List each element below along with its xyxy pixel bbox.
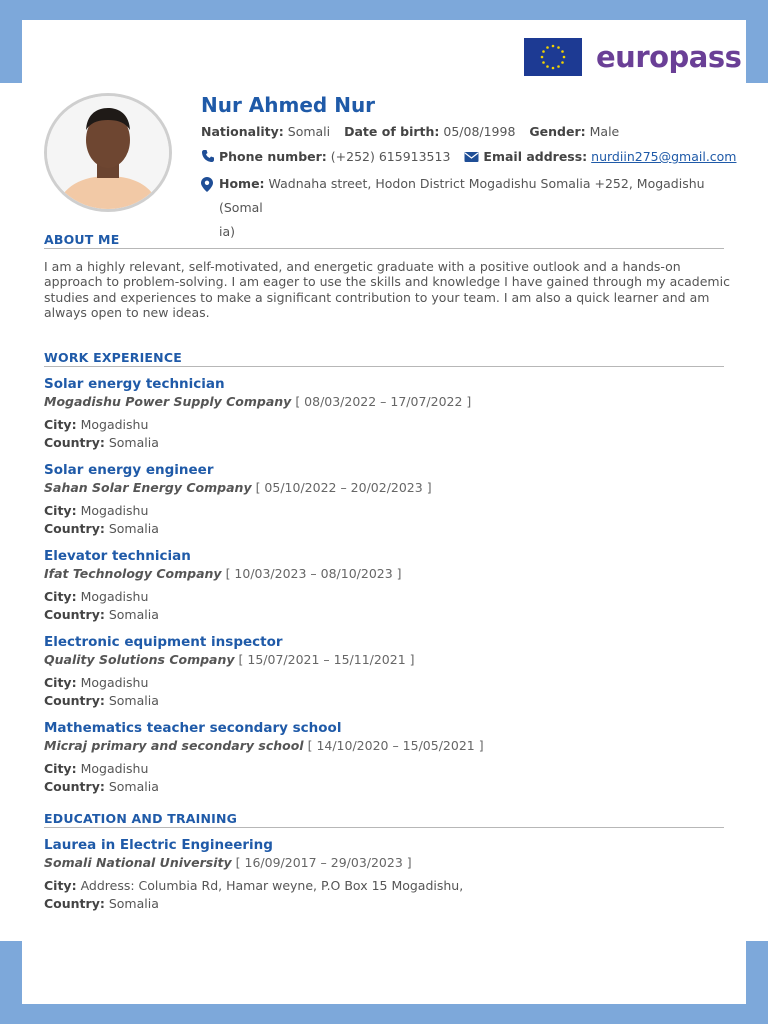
city-label: City: bbox=[44, 417, 77, 432]
email-label: Email address: bbox=[483, 149, 588, 164]
email-icon bbox=[464, 151, 479, 167]
country-value: Somalia bbox=[108, 607, 159, 622]
education-heading: EDUCATION AND TRAINING bbox=[44, 808, 724, 828]
work-heading: WORK EXPERIENCE bbox=[44, 347, 724, 367]
country-label: Country: bbox=[44, 896, 105, 911]
country-value: Somalia bbox=[108, 693, 159, 708]
city-value: Address: Columbia Rd, Hamar weyne, P.O Box 15 Mogadishu, bbox=[80, 878, 464, 893]
nationality-label: Nationality: bbox=[201, 124, 284, 139]
institution-name: Somali National University bbox=[44, 855, 232, 870]
candidate-name: Nur Ahmed Nur bbox=[201, 93, 376, 117]
europass-wordmark: europass bbox=[596, 40, 742, 74]
job-title: Mathematics teacher secondary school bbox=[44, 720, 342, 736]
company-name: Ifat Technology Company bbox=[44, 566, 222, 581]
frame-top-band bbox=[0, 0, 768, 20]
job-dates: [ 14/10/2020 – 15/05/2021 ] bbox=[307, 738, 484, 753]
city-value: Mogadishu bbox=[80, 589, 149, 604]
nationality-value: Somali bbox=[287, 124, 331, 139]
country-label: Country: bbox=[44, 607, 105, 622]
work-entry bbox=[44, 376, 734, 452]
contact-row bbox=[201, 149, 736, 167]
job-title: Solar energy engineer bbox=[44, 462, 214, 478]
city-label: City: bbox=[44, 761, 77, 776]
company-name: Mogadishu Power Supply Company bbox=[44, 394, 292, 409]
city-value: Mogadishu bbox=[80, 503, 149, 518]
frame-right-top bbox=[746, 0, 768, 83]
europass-logo bbox=[524, 38, 741, 76]
dob-label: Date of birth: bbox=[344, 124, 440, 139]
country-label: Country: bbox=[44, 521, 105, 536]
city-value: Mogadishu bbox=[80, 761, 149, 776]
job-dates: [ 05/10/2022 – 20/02/2023 ] bbox=[255, 480, 432, 495]
work-entry bbox=[44, 548, 734, 624]
location-pin-icon bbox=[201, 176, 213, 200]
phone-icon bbox=[201, 149, 215, 167]
country-value: Somalia bbox=[108, 779, 159, 794]
job-title: Elevator technician bbox=[44, 548, 191, 564]
country-label: Country: bbox=[44, 435, 105, 450]
profile-photo bbox=[44, 93, 172, 212]
country-label: Country: bbox=[44, 779, 105, 794]
eu-flag-icon bbox=[524, 38, 582, 76]
city-label: City: bbox=[44, 503, 77, 518]
job-title: Electronic equipment inspector bbox=[44, 634, 283, 650]
home-value-line1: Wadnaha street, Hodon District Mogadishu Somalia +252, Mogadishu (Somal bbox=[219, 176, 705, 215]
city-label: City: bbox=[44, 589, 77, 604]
degree-title: Laurea in Electric Engineering bbox=[44, 837, 273, 853]
work-entry bbox=[44, 720, 734, 796]
job-title: Solar energy technician bbox=[44, 376, 225, 392]
education-entry bbox=[44, 837, 734, 913]
city-value: Mogadishu bbox=[80, 675, 149, 690]
education-dates: [ 16/09/2017 – 29/03/2023 ] bbox=[235, 855, 412, 870]
phone-label: Phone number: bbox=[219, 149, 327, 164]
personal-details-row bbox=[201, 124, 619, 140]
city-label: City: bbox=[44, 675, 77, 690]
frame-left-top bbox=[0, 0, 22, 83]
company-name: Micraj primary and secondary school bbox=[44, 738, 304, 753]
gender-value: Male bbox=[589, 124, 620, 139]
city-label: City: bbox=[44, 878, 77, 893]
company-name: Quality Solutions Company bbox=[44, 652, 235, 667]
phone-value: (+252) 615913513 bbox=[330, 149, 451, 164]
home-label: Home: bbox=[219, 176, 265, 191]
job-dates: [ 10/03/2023 – 08/10/2023 ] bbox=[225, 566, 402, 581]
job-dates: [ 08/03/2022 – 17/07/2022 ] bbox=[295, 394, 472, 409]
city-value: Mogadishu bbox=[80, 417, 149, 432]
gender-label: Gender: bbox=[529, 124, 586, 139]
country-value: Somalia bbox=[108, 896, 159, 911]
job-dates: [ 15/07/2021 – 15/11/2021 ] bbox=[238, 652, 415, 667]
about-heading: ABOUT ME bbox=[44, 229, 724, 249]
work-entry bbox=[44, 462, 734, 538]
company-name: Sahan Solar Energy Company bbox=[44, 480, 252, 495]
dob-value: 05/08/1998 bbox=[443, 124, 516, 139]
country-value: Somalia bbox=[108, 435, 159, 450]
country-value: Somalia bbox=[108, 521, 159, 536]
country-label: Country: bbox=[44, 693, 105, 708]
about-text: I am a highly relevant, self-motivated, and energetic graduate with a positive outlook and a hands-on approach to problem-solving. I am eager to use the skills and knowledge I have gained through my academic studies and experiences to make a significant contribution to your team. I am also a quick learner and am always open to new ideas. bbox=[44, 259, 730, 320]
work-entry bbox=[44, 634, 734, 710]
email-link[interactable]: nurdiin275@gmail.com bbox=[591, 149, 737, 164]
frame-bottom-band bbox=[0, 1004, 768, 1024]
home-value-line2: ia) bbox=[219, 224, 236, 239]
